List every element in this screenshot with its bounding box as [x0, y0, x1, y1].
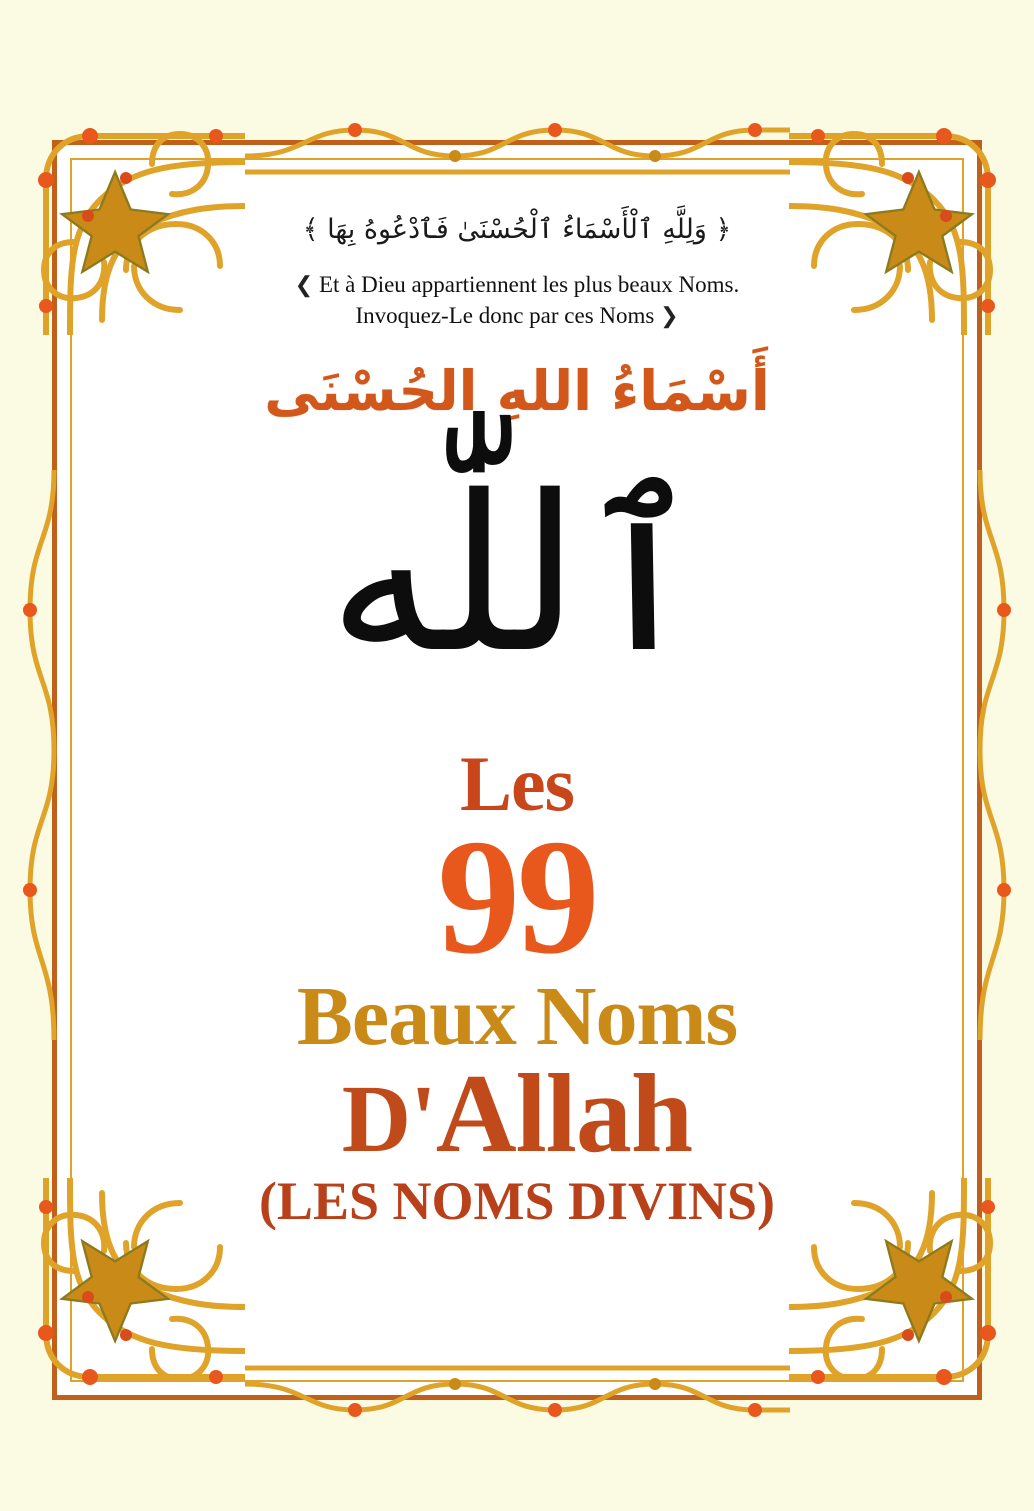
title-allah-word: Allah: [435, 1052, 693, 1177]
quran-verse-french-line2: Invoquez-Le donc par ces Noms: [355, 302, 655, 328]
quote-bracket-close-icon: ❯: [660, 302, 679, 328]
title-beaux-noms: Beaux Noms: [296, 969, 738, 1063]
title-d-allah: [90, 1052, 944, 1177]
title-arabic: أَسْمَاءُ اللهِ الحُسْنَى: [264, 358, 770, 423]
title-number-99: 99: [437, 805, 597, 989]
quran-verse-french: [90, 269, 944, 331]
quote-bracket-open-icon: ❮: [294, 271, 314, 297]
allah-calligraphy: ٱللّٰه: [328, 449, 706, 701]
allah-calligraphy-block: [90, 431, 944, 761]
title-d-prefix: D': [341, 1065, 436, 1173]
quran-verse-french-line1: Et à Dieu appartiennent les plus beaux Noms.: [318, 271, 740, 297]
quran-verse-arabic: ﴿ وَلِلَّهِ ٱلْأَسْمَاءُ ٱلْحُسْنَىٰ فَٱدْعُوهُ بِهَا ﴾: [302, 214, 732, 245]
cover-content: [90, 178, 944, 1362]
subtitle-noms-divins: (LES NOMS DIVINS): [258, 1171, 776, 1231]
title-les: Les: [460, 740, 574, 828]
